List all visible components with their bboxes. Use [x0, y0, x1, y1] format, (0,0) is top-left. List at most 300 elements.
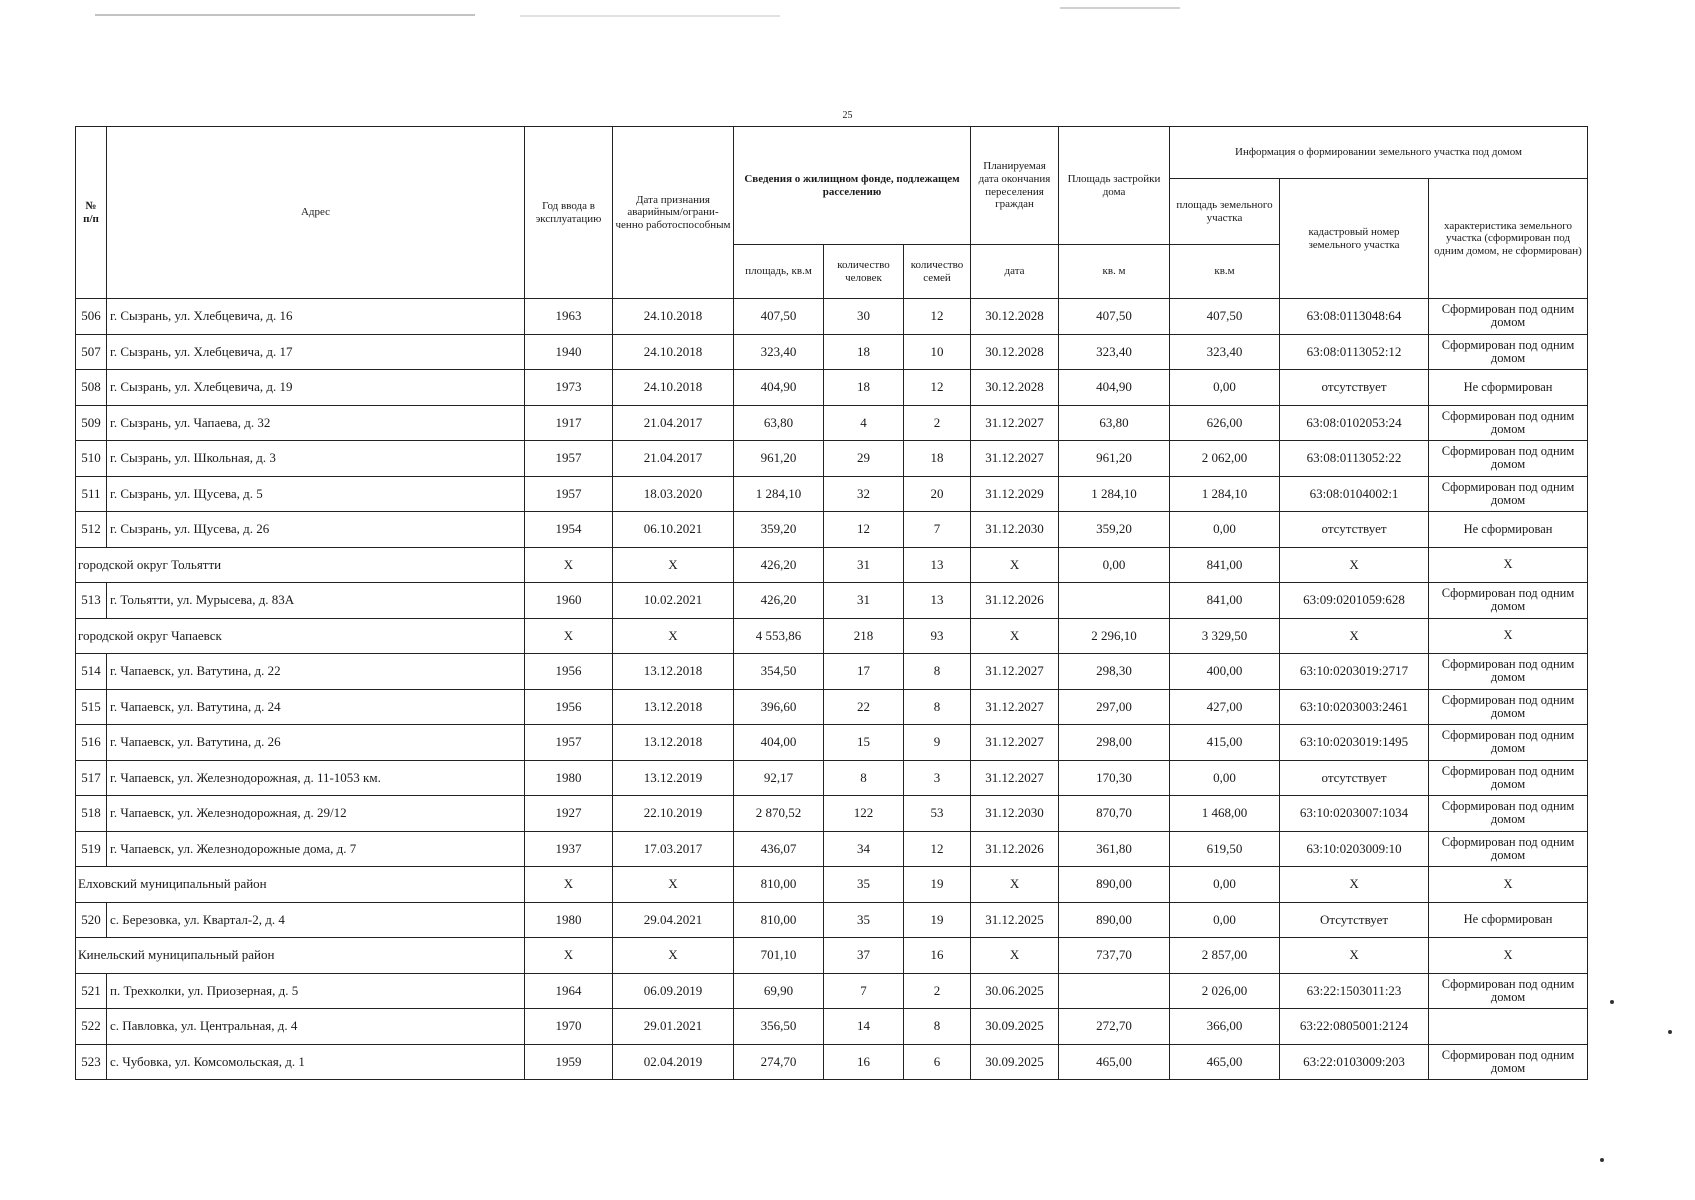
group-name: городской округ Тольятти	[76, 547, 525, 583]
cell-area: 4 553,86	[734, 618, 824, 654]
cell-area: 407,50	[734, 299, 824, 335]
header-address: Адрес	[107, 127, 525, 299]
cell-year: 1970	[525, 1009, 613, 1045]
cell-build: 361,80	[1059, 831, 1170, 867]
cell-cadastral: X	[1280, 618, 1429, 654]
cell-date: X	[613, 618, 734, 654]
cell-people: 218	[824, 618, 904, 654]
cell-area: 810,00	[734, 902, 824, 938]
row-number: 517	[76, 760, 107, 796]
table-row	[76, 299, 1588, 335]
cell-char: Сформирован под одним домом	[1429, 654, 1588, 690]
cell-families: 3	[904, 760, 971, 796]
row-number: 515	[76, 689, 107, 725]
cell-families: 18	[904, 441, 971, 477]
cell-planned: 31.12.2027	[971, 405, 1059, 441]
cell-char: Сформирован под одним домом	[1429, 973, 1588, 1009]
cell-area: 323,40	[734, 334, 824, 370]
row-address: г. Сызрань, ул. Щусева, д. 26	[107, 512, 525, 548]
cell-people: 122	[824, 796, 904, 832]
cell-land: 841,00	[1170, 547, 1280, 583]
scan-artifact	[1060, 7, 1180, 9]
cell-date: X	[613, 938, 734, 974]
cell-cadastral: отсутствует	[1280, 370, 1429, 406]
cell-families: 13	[904, 547, 971, 583]
cell-cadastral: 63:08:0113048:64	[1280, 299, 1429, 335]
cell-date: 24.10.2018	[613, 334, 734, 370]
scan-dot	[1610, 1000, 1614, 1004]
row-number: 507	[76, 334, 107, 370]
cell-char: Не сформирован	[1429, 512, 1588, 548]
cell-date: 29.04.2021	[613, 902, 734, 938]
cell-area: 436,07	[734, 831, 824, 867]
table-row	[76, 1044, 1588, 1080]
cell-planned: 31.12.2027	[971, 441, 1059, 477]
header-characteristic: характеристика земельного участка (сформирован под одним домом, не сформирован)	[1429, 179, 1588, 299]
cell-char: X	[1429, 867, 1588, 903]
cell-land: 619,50	[1170, 831, 1280, 867]
cell-cadastral: 63:10:0203007:1034	[1280, 796, 1429, 832]
header-cadastral: кадастровый номер земельного участка	[1280, 179, 1429, 299]
cell-build: 407,50	[1059, 299, 1170, 335]
cell-date: 22.10.2019	[613, 796, 734, 832]
cell-people: 7	[824, 973, 904, 1009]
cell-char: Сформирован под одним домом	[1429, 831, 1588, 867]
cell-planned: 31.12.2029	[971, 476, 1059, 512]
cell-land: 407,50	[1170, 299, 1280, 335]
cell-date: 18.03.2020	[613, 476, 734, 512]
cell-cadastral: X	[1280, 867, 1429, 903]
cell-families: 7	[904, 512, 971, 548]
cell-year: 1960	[525, 583, 613, 619]
row-address: г. Сызрань, ул. Хлебцевича, д. 16	[107, 299, 525, 335]
cell-planned: 30.12.2028	[971, 299, 1059, 335]
row-address: с. Чубовка, ул. Комсомольская, д. 1	[107, 1044, 525, 1080]
cell-planned: 31.12.2027	[971, 760, 1059, 796]
header-families: количество семей	[904, 245, 971, 299]
cell-planned: 30.09.2025	[971, 1009, 1059, 1045]
cell-families: 12	[904, 299, 971, 335]
cell-cadastral: отсутствует	[1280, 760, 1429, 796]
cell-date: 17.03.2017	[613, 831, 734, 867]
row-address: г. Сызрань, ул. Чапаева, д. 32	[107, 405, 525, 441]
cell-people: 31	[824, 547, 904, 583]
cell-build: 870,70	[1059, 796, 1170, 832]
header-planned-date: Планируемая дата окончания переселения граждан	[971, 127, 1059, 245]
cell-land: 323,40	[1170, 334, 1280, 370]
group-name: Елховский муниципальный район	[76, 867, 525, 903]
cell-land: 1 468,00	[1170, 796, 1280, 832]
cell-families: 12	[904, 370, 971, 406]
cell-build: 961,20	[1059, 441, 1170, 477]
cell-planned: X	[971, 938, 1059, 974]
header-area-sq: площадь, кв.м	[734, 245, 824, 299]
header-build-area: Площадь застройки дома	[1059, 127, 1170, 245]
cell-year: 1957	[525, 476, 613, 512]
cell-build: 890,00	[1059, 867, 1170, 903]
cell-planned: X	[971, 618, 1059, 654]
cell-area: 426,20	[734, 547, 824, 583]
cell-cadastral: 63:22:0805001:2124	[1280, 1009, 1429, 1045]
cell-people: 12	[824, 512, 904, 548]
cell-people: 22	[824, 689, 904, 725]
cell-land: 2 062,00	[1170, 441, 1280, 477]
cell-char: Сформирован под одним домом	[1429, 405, 1588, 441]
cell-cadastral: X	[1280, 938, 1429, 974]
cell-families: 13	[904, 583, 971, 619]
cell-planned: 30.09.2025	[971, 1044, 1059, 1080]
cell-area: 2 870,52	[734, 796, 824, 832]
cell-area: 426,20	[734, 583, 824, 619]
row-address: г. Чапаевск, ул. Ватутина, д. 26	[107, 725, 525, 761]
cell-date: 24.10.2018	[613, 370, 734, 406]
cell-char	[1429, 1009, 1588, 1045]
row-address: г. Чапаевск, ул. Железнодорожная, д. 29/12	[107, 796, 525, 832]
cell-planned: 31.12.2026	[971, 831, 1059, 867]
cell-build: 272,70	[1059, 1009, 1170, 1045]
scan-dot	[1600, 1158, 1604, 1162]
table-row	[76, 583, 1588, 619]
cell-char: Сформирован под одним домом	[1429, 796, 1588, 832]
table-row	[76, 689, 1588, 725]
table-row	[76, 441, 1588, 477]
cell-build: 297,00	[1059, 689, 1170, 725]
group-row	[76, 618, 1588, 654]
row-number: 523	[76, 1044, 107, 1080]
cell-char: Сформирован под одним домом	[1429, 583, 1588, 619]
table-row	[76, 334, 1588, 370]
cell-area: 359,20	[734, 512, 824, 548]
cell-land: 415,00	[1170, 725, 1280, 761]
cell-cadastral: 63:10:0203003:2461	[1280, 689, 1429, 725]
cell-planned: 30.06.2025	[971, 973, 1059, 1009]
cell-people: 17	[824, 654, 904, 690]
table-row	[76, 796, 1588, 832]
cell-year: 1940	[525, 334, 613, 370]
cell-area: 396,60	[734, 689, 824, 725]
cell-year: X	[525, 938, 613, 974]
cell-year: 1980	[525, 902, 613, 938]
cell-build: 298,30	[1059, 654, 1170, 690]
cell-year: 1973	[525, 370, 613, 406]
cell-people: 37	[824, 938, 904, 974]
group-row	[76, 938, 1588, 974]
cell-year: 1959	[525, 1044, 613, 1080]
cell-land: 0,00	[1170, 867, 1280, 903]
cell-people: 4	[824, 405, 904, 441]
row-number: 511	[76, 476, 107, 512]
cell-build: 170,30	[1059, 760, 1170, 796]
row-number: 513	[76, 583, 107, 619]
table-row	[76, 1009, 1588, 1045]
cell-area: 356,50	[734, 1009, 824, 1045]
cell-year: X	[525, 547, 613, 583]
header-build-area-unit: кв. м	[1059, 245, 1170, 299]
cell-people: 16	[824, 1044, 904, 1080]
cell-year: X	[525, 867, 613, 903]
row-address: г. Чапаевск, ул. Железнодорожная, д. 11-1053 км.	[107, 760, 525, 796]
cell-area: 404,00	[734, 725, 824, 761]
cell-families: 19	[904, 867, 971, 903]
cell-date: 21.04.2017	[613, 441, 734, 477]
cell-area: 92,17	[734, 760, 824, 796]
cell-build: 63,80	[1059, 405, 1170, 441]
scan-dot	[1668, 1030, 1672, 1034]
cell-date: 06.10.2021	[613, 512, 734, 548]
cell-land: 400,00	[1170, 654, 1280, 690]
row-address: г. Чапаевск, ул. Ватутина, д. 24	[107, 689, 525, 725]
cell-build: 323,40	[1059, 334, 1170, 370]
cell-year: 1980	[525, 760, 613, 796]
cell-planned: 31.12.2030	[971, 796, 1059, 832]
header-people: количество человек	[824, 245, 904, 299]
cell-families: 8	[904, 1009, 971, 1045]
cell-year: 1917	[525, 405, 613, 441]
cell-char: Сформирован под одним домом	[1429, 334, 1588, 370]
cell-planned: 31.12.2025	[971, 902, 1059, 938]
cell-families: 2	[904, 405, 971, 441]
cell-build: 890,00	[1059, 902, 1170, 938]
table-header	[76, 127, 1588, 299]
cell-date: 29.01.2021	[613, 1009, 734, 1045]
cell-families: 10	[904, 334, 971, 370]
cell-date: 02.04.2019	[613, 1044, 734, 1080]
row-number: 522	[76, 1009, 107, 1045]
header-recognition-date: Дата признания аварийным/ограни-ченно работоспособным	[613, 127, 734, 299]
table-row	[76, 902, 1588, 938]
table-row	[76, 370, 1588, 406]
row-address: г. Тольятти, ул. Мурысева, д. 83А	[107, 583, 525, 619]
cell-land: 1 284,10	[1170, 476, 1280, 512]
table-row	[76, 725, 1588, 761]
header-num: № п/п	[76, 127, 107, 299]
cell-year: 1956	[525, 689, 613, 725]
row-address: г. Сызрань, ул. Хлебцевича, д. 19	[107, 370, 525, 406]
cell-build: 0,00	[1059, 547, 1170, 583]
row-number: 521	[76, 973, 107, 1009]
cell-char: X	[1429, 618, 1588, 654]
row-address: г. Чапаевск, ул. Железнодорожные дома, д. 7	[107, 831, 525, 867]
table-row	[76, 760, 1588, 796]
cell-year: X	[525, 618, 613, 654]
cell-cadastral: 63:08:0113052:12	[1280, 334, 1429, 370]
cell-cadastral: отсутствует	[1280, 512, 1429, 548]
cell-people: 32	[824, 476, 904, 512]
row-number: 508	[76, 370, 107, 406]
row-number: 510	[76, 441, 107, 477]
row-address: г. Сызрань, ул. Щусева, д. 5	[107, 476, 525, 512]
cell-date: 21.04.2017	[613, 405, 734, 441]
cell-land: 2 857,00	[1170, 938, 1280, 974]
cell-planned: 31.12.2030	[971, 512, 1059, 548]
cell-area: 354,50	[734, 654, 824, 690]
cell-year: 1956	[525, 654, 613, 690]
cell-char: X	[1429, 938, 1588, 974]
cell-cadastral: 63:09:0201059:628	[1280, 583, 1429, 619]
cell-build: 465,00	[1059, 1044, 1170, 1080]
cell-area: 274,70	[734, 1044, 824, 1080]
cell-families: 93	[904, 618, 971, 654]
cell-cadastral: 63:08:0113052:22	[1280, 441, 1429, 477]
cell-families: 2	[904, 973, 971, 1009]
cell-families: 16	[904, 938, 971, 974]
cell-planned: 31.12.2026	[971, 583, 1059, 619]
cell-families: 12	[904, 831, 971, 867]
header-date-sub: дата	[971, 245, 1059, 299]
cell-families: 6	[904, 1044, 971, 1080]
cell-land: 0,00	[1170, 760, 1280, 796]
cell-date: 24.10.2018	[613, 299, 734, 335]
header-land-area: площадь земельного участка	[1170, 179, 1280, 245]
cell-char: Не сформирован	[1429, 902, 1588, 938]
cell-cadastral: 63:22:1503011:23	[1280, 973, 1429, 1009]
cell-build: 359,20	[1059, 512, 1170, 548]
row-address: п. Трехколки, ул. Приозерная, д. 5	[107, 973, 525, 1009]
cell-area: 701,10	[734, 938, 824, 974]
cell-cadastral: 63:08:0104002:1	[1280, 476, 1429, 512]
row-address: г. Сызрань, ул. Хлебцевича, д. 17	[107, 334, 525, 370]
group-name: Кинельский муниципальный район	[76, 938, 525, 974]
cell-year: 1963	[525, 299, 613, 335]
cell-char: Сформирован под одним домом	[1429, 760, 1588, 796]
cell-char: Сформирован под одним домом	[1429, 725, 1588, 761]
cell-families: 8	[904, 689, 971, 725]
cell-people: 30	[824, 299, 904, 335]
cell-area: 69,90	[734, 973, 824, 1009]
cell-area: 961,20	[734, 441, 824, 477]
cell-families: 8	[904, 654, 971, 690]
header-land-info: Информация о формировании земельного участка под домом	[1170, 127, 1588, 179]
cell-land: 2 026,00	[1170, 973, 1280, 1009]
group-row	[76, 867, 1588, 903]
cell-char: Сформирован под одним домом	[1429, 689, 1588, 725]
cell-people: 35	[824, 867, 904, 903]
group-name: городской округ Чапаевск	[76, 618, 525, 654]
cell-land: 0,00	[1170, 370, 1280, 406]
cell-families: 20	[904, 476, 971, 512]
page-number: 25	[842, 110, 853, 121]
cell-year: 1954	[525, 512, 613, 548]
group-row	[76, 547, 1588, 583]
row-number: 518	[76, 796, 107, 832]
cell-planned: 30.12.2028	[971, 370, 1059, 406]
row-number: 519	[76, 831, 107, 867]
header-year: Год ввода в эксплуатацию	[525, 127, 613, 299]
cell-cadastral: 63:10:0203019:1495	[1280, 725, 1429, 761]
cell-char: Сформирован под одним домом	[1429, 299, 1588, 335]
cell-people: 14	[824, 1009, 904, 1045]
cell-date: 13.12.2019	[613, 760, 734, 796]
cell-cadastral: X	[1280, 547, 1429, 583]
cell-build: 2 296,10	[1059, 618, 1170, 654]
cell-families: 19	[904, 902, 971, 938]
cell-year: 1957	[525, 725, 613, 761]
cell-people: 15	[824, 725, 904, 761]
cell-planned: 31.12.2027	[971, 725, 1059, 761]
cell-area: 810,00	[734, 867, 824, 903]
row-number: 520	[76, 902, 107, 938]
cell-land: 427,00	[1170, 689, 1280, 725]
row-number: 506	[76, 299, 107, 335]
cell-date: X	[613, 547, 734, 583]
row-number: 514	[76, 654, 107, 690]
cell-area: 404,90	[734, 370, 824, 406]
cell-area: 63,80	[734, 405, 824, 441]
cell-people: 34	[824, 831, 904, 867]
cell-cadastral: 63:08:0102053:24	[1280, 405, 1429, 441]
cell-build: 404,90	[1059, 370, 1170, 406]
cell-char: Сформирован под одним домом	[1429, 441, 1588, 477]
table-row	[76, 973, 1588, 1009]
cell-people: 31	[824, 583, 904, 619]
table-row	[76, 405, 1588, 441]
row-number: 512	[76, 512, 107, 548]
table-row	[76, 476, 1588, 512]
cell-land: 465,00	[1170, 1044, 1280, 1080]
cell-families: 9	[904, 725, 971, 761]
cell-planned: X	[971, 867, 1059, 903]
row-number: 516	[76, 725, 107, 761]
cell-people: 18	[824, 370, 904, 406]
header-housing-fund: Сведения о жилищном фонде, подлежащем расселению	[734, 127, 971, 245]
cell-char: Сформирован под одним домом	[1429, 476, 1588, 512]
cell-planned: 31.12.2027	[971, 689, 1059, 725]
cell-date: 13.12.2018	[613, 654, 734, 690]
cell-date: 06.09.2019	[613, 973, 734, 1009]
cell-planned: 30.12.2028	[971, 334, 1059, 370]
cell-planned: X	[971, 547, 1059, 583]
cell-people: 29	[824, 441, 904, 477]
cell-land: 3 329,50	[1170, 618, 1280, 654]
cell-planned: 31.12.2027	[971, 654, 1059, 690]
row-address: г. Сызрань, ул. Школьная, д. 3	[107, 441, 525, 477]
header-land-area-unit: кв.м	[1170, 245, 1280, 299]
cell-date: 13.12.2018	[613, 689, 734, 725]
cell-char: Не сформирован	[1429, 370, 1588, 406]
cell-cadastral: 63:22:0103009:203	[1280, 1044, 1429, 1080]
cell-date: X	[613, 867, 734, 903]
resettlement-table	[75, 126, 1588, 1080]
row-number: 509	[76, 405, 107, 441]
cell-build	[1059, 973, 1170, 1009]
scan-artifact	[95, 14, 475, 16]
cell-land: 841,00	[1170, 583, 1280, 619]
cell-build: 298,00	[1059, 725, 1170, 761]
cell-char: Сформирован под одним домом	[1429, 1044, 1588, 1080]
cell-people: 8	[824, 760, 904, 796]
cell-land: 0,00	[1170, 902, 1280, 938]
cell-year: 1964	[525, 973, 613, 1009]
cell-year: 1957	[525, 441, 613, 477]
cell-land: 0,00	[1170, 512, 1280, 548]
cell-cadastral: Отсутствует	[1280, 902, 1429, 938]
cell-year: 1927	[525, 796, 613, 832]
table-body	[76, 299, 1588, 1080]
cell-people: 18	[824, 334, 904, 370]
cell-cadastral: 63:10:0203019:2717	[1280, 654, 1429, 690]
table-row	[76, 831, 1588, 867]
cell-char: X	[1429, 547, 1588, 583]
cell-families: 53	[904, 796, 971, 832]
cell-build	[1059, 583, 1170, 619]
cell-land: 366,00	[1170, 1009, 1280, 1045]
cell-build: 737,70	[1059, 938, 1170, 974]
table-row	[76, 654, 1588, 690]
cell-area: 1 284,10	[734, 476, 824, 512]
cell-year: 1937	[525, 831, 613, 867]
cell-land: 626,00	[1170, 405, 1280, 441]
cell-cadastral: 63:10:0203009:10	[1280, 831, 1429, 867]
